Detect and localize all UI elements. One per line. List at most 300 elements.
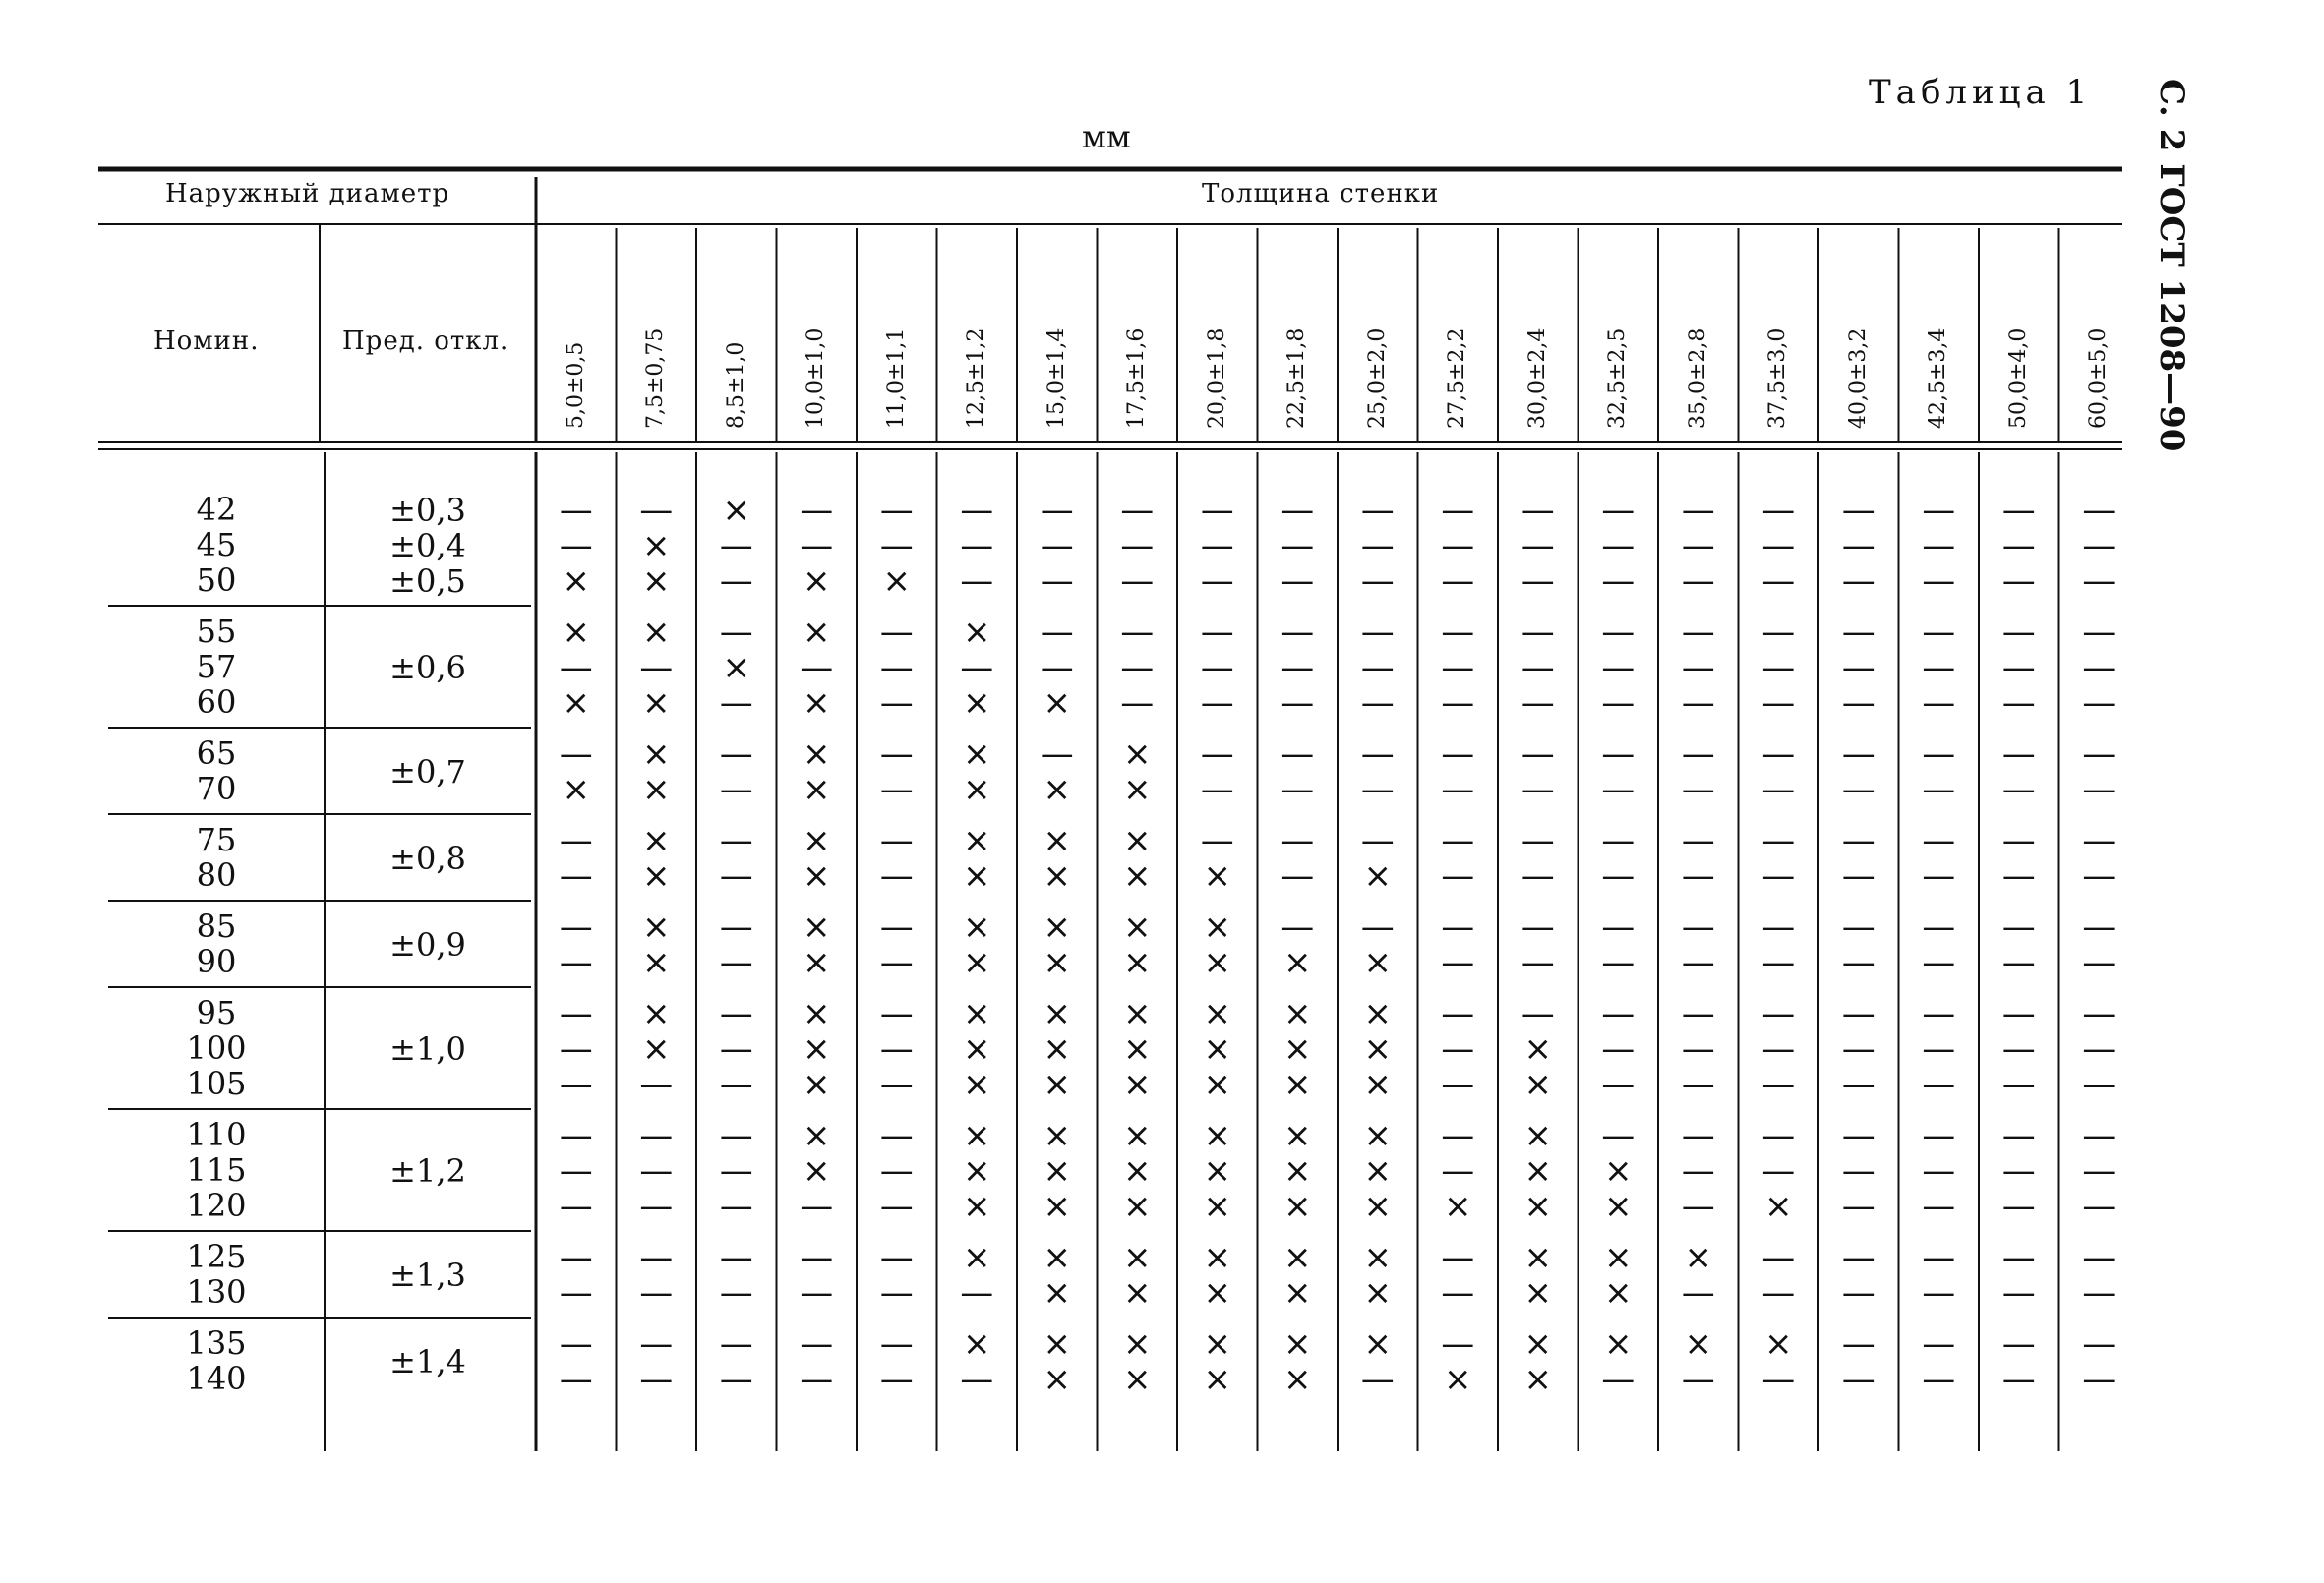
cell-mark-absent: — (639, 491, 674, 530)
cell-mark-absent: — (1441, 491, 1475, 530)
cell-mark-absent: — (1441, 1151, 1475, 1191)
cell-mark-absent: — (1441, 1273, 1475, 1313)
cell-mark-absent: — (879, 1324, 914, 1364)
cell-mark-absent: — (1681, 1065, 1715, 1104)
cell-mark-absent: — (2001, 1273, 2036, 1313)
cell-mark-absent: — (719, 1238, 753, 1277)
cell-mark-present: × (642, 856, 671, 896)
cell-mark-absent: — (1281, 648, 1315, 687)
diameter-value: 50 (196, 561, 237, 599)
cell-mark-absent: — (1441, 1029, 1475, 1069)
cell-mark-absent: — (2001, 821, 2036, 860)
cell-mark-absent: — (1761, 1151, 1796, 1191)
cell-mark-present: × (722, 648, 750, 687)
cell-mark-absent: — (1520, 770, 1555, 809)
cell-mark-absent: — (2082, 1151, 2116, 1191)
cell-mark-absent: — (1360, 561, 1395, 601)
cell-mark-absent: — (879, 526, 914, 565)
cell-mark-absent: — (1120, 561, 1155, 601)
cell-mark-absent: — (879, 856, 914, 896)
cell-mark-absent: — (719, 1065, 753, 1104)
cell-mark-absent: — (800, 491, 834, 530)
cell-mark-absent: — (1040, 734, 1074, 774)
cell-mark-absent: — (879, 648, 914, 687)
cell-mark-absent: — (1360, 613, 1395, 652)
cell-mark-present: × (1043, 1238, 1071, 1277)
cell-mark-absent: — (1281, 613, 1315, 652)
cell-mark-absent: — (1922, 1360, 1956, 1399)
cell-mark-absent: — (1441, 943, 1475, 982)
cell-mark-present: × (1043, 1116, 1071, 1155)
cell-mark-absent: — (1681, 648, 1715, 687)
cell-mark-absent: — (1601, 943, 1636, 982)
cell-mark-absent: — (1922, 613, 1956, 652)
wall-thickness-header: 60,0±5,0 (2086, 327, 2112, 429)
cell-mark-present: × (1203, 994, 1231, 1033)
cell-mark-absent: — (559, 856, 593, 896)
cell-mark-absent: — (879, 1273, 914, 1313)
cell-mark-absent: — (879, 613, 914, 652)
cell-mark-present: × (1043, 1065, 1071, 1104)
cell-mark-present: × (562, 613, 590, 652)
diameter-value: 105 (186, 1065, 247, 1102)
cell-mark-absent: — (1120, 683, 1155, 723)
cell-mark-present: × (803, 1116, 831, 1155)
cell-mark-present: × (562, 770, 590, 809)
cell-mark-absent: — (1520, 994, 1555, 1033)
cell-mark-absent: — (2082, 1324, 2116, 1364)
cell-mark-present: × (1043, 908, 1071, 947)
cell-mark-absent: — (1360, 821, 1395, 860)
cell-mark-absent: — (800, 1324, 834, 1364)
cell-mark-absent: — (879, 1360, 914, 1399)
cell-mark-present: × (1283, 1360, 1312, 1399)
cell-mark-absent: — (1681, 561, 1715, 601)
cell-mark-absent: — (1441, 613, 1475, 652)
cell-mark-absent: — (800, 1360, 834, 1399)
cell-mark-absent: — (1922, 1238, 1956, 1277)
cell-mark-present: × (1283, 1151, 1312, 1191)
cell-mark-present: × (642, 943, 671, 982)
cell-mark-present: × (642, 994, 671, 1033)
cell-mark-present: × (803, 943, 831, 982)
cell-mark-absent: — (1200, 734, 1234, 774)
cell-mark-absent: — (1922, 856, 1956, 896)
cell-mark-present: × (1043, 856, 1071, 896)
cell-mark-absent: — (1681, 1029, 1715, 1069)
cell-mark-present: × (1444, 1360, 1472, 1399)
cell-mark-present: × (1123, 1273, 1152, 1313)
cell-mark-absent: — (1922, 561, 1956, 601)
cell-mark-absent: — (1761, 1360, 1796, 1399)
cell-mark-present: × (1523, 1238, 1552, 1277)
tolerance-value: ±0,8 (389, 840, 466, 877)
cell-mark-absent: — (1040, 526, 1074, 565)
cell-mark-present: × (803, 1151, 831, 1191)
cell-mark-absent: — (2082, 943, 2116, 982)
cell-mark-absent: — (800, 1238, 834, 1277)
cell-mark-present: × (963, 943, 991, 982)
cell-mark-absent: — (2001, 1116, 2036, 1155)
tolerance-value: ±0,9 (389, 926, 466, 964)
cell-mark-present: × (1604, 1238, 1633, 1277)
cell-mark-absent: — (2082, 648, 2116, 687)
cell-mark-absent: — (1441, 648, 1475, 687)
cell-mark-absent: — (2001, 1151, 2036, 1191)
cell-mark-absent: — (1761, 856, 1796, 896)
cell-mark-absent: — (960, 526, 994, 565)
cell-mark-absent: — (2082, 994, 2116, 1033)
cell-mark-absent: — (1601, 1116, 1636, 1155)
cell-mark-absent: — (559, 1116, 593, 1155)
cell-mark-absent: — (1441, 821, 1475, 860)
wall-thickness-header: 42,5±3,4 (1926, 327, 1951, 429)
cell-mark-present: × (1123, 943, 1152, 982)
cell-mark-absent: — (1841, 683, 1876, 723)
cell-mark-present: × (1043, 821, 1071, 860)
cell-mark-absent: — (1601, 491, 1636, 530)
cell-mark-absent: — (2082, 1116, 2116, 1155)
cell-mark-absent: — (1922, 908, 1956, 947)
cell-mark-absent: — (639, 1065, 674, 1104)
cell-mark-absent: — (2001, 1187, 2036, 1226)
cell-mark-absent: — (1761, 1273, 1796, 1313)
wall-thickness-header: 32,5±2,5 (1605, 327, 1631, 429)
cell-mark-absent: — (559, 1029, 593, 1069)
cell-mark-absent: — (2082, 1065, 2116, 1104)
cell-mark-present: × (963, 1029, 991, 1069)
cell-mark-present: × (1283, 1065, 1312, 1104)
cell-mark-absent: — (1360, 683, 1395, 723)
cell-mark-absent: — (1520, 648, 1555, 687)
diameter-value: 135 (186, 1324, 247, 1362)
wall-thickness-header: 50,0±4,0 (2005, 327, 2031, 429)
cell-mark-absent: — (1681, 943, 1715, 982)
cell-mark-present: × (1363, 856, 1392, 896)
cell-mark-absent: — (719, 683, 753, 723)
cell-mark-absent: — (719, 943, 753, 982)
cell-mark-absent: — (1841, 1151, 1876, 1191)
cell-mark-present: × (1604, 1324, 1633, 1364)
cell-mark-absent: — (1922, 1116, 1956, 1155)
cell-mark-absent: — (1922, 683, 1956, 723)
cell-mark-absent: — (1761, 1116, 1796, 1155)
cell-mark-absent: — (1441, 526, 1475, 565)
cell-mark-absent: — (639, 1273, 674, 1313)
tolerance-value: ±0,3 (389, 492, 466, 529)
cell-mark-absent: — (1520, 683, 1555, 723)
cell-mark-absent: — (1601, 908, 1636, 947)
cell-mark-present: × (963, 821, 991, 860)
cell-mark-absent: — (2082, 1187, 2116, 1226)
cell-mark-present: × (1123, 908, 1152, 947)
cell-mark-absent: — (559, 648, 593, 687)
tolerance-value: ±0,6 (389, 649, 466, 686)
cell-mark-absent: — (719, 1324, 753, 1364)
cell-mark-absent: — (639, 1360, 674, 1399)
cell-mark-absent: — (559, 526, 593, 565)
cell-mark-present: × (562, 683, 590, 723)
cell-mark-present: × (1123, 1065, 1152, 1104)
cell-mark-present: × (1363, 1065, 1392, 1104)
cell-mark-absent: — (1040, 561, 1074, 601)
cell-mark-absent: — (2082, 526, 2116, 565)
cell-mark-absent: — (1360, 526, 1395, 565)
cell-mark-absent: — (1841, 908, 1876, 947)
diameter-value: 75 (196, 821, 237, 858)
cell-mark-absent: — (639, 1116, 674, 1155)
cell-mark-absent: — (2082, 734, 2116, 774)
units-label: мм (1082, 118, 1131, 155)
cell-mark-absent: — (1441, 770, 1475, 809)
cell-mark-absent: — (1601, 821, 1636, 860)
cell-mark-absent: — (639, 648, 674, 687)
cell-mark-present: × (1523, 1151, 1552, 1191)
cell-mark-present: × (803, 734, 831, 774)
diameter-value: 42 (196, 491, 237, 528)
cell-mark-absent: — (1841, 734, 1876, 774)
cell-mark-absent: — (1360, 908, 1395, 947)
cell-mark-absent: — (1200, 491, 1234, 530)
cell-mark-absent: — (1922, 526, 1956, 565)
cell-mark-present: × (562, 561, 590, 601)
cell-mark-absent: — (2001, 1065, 2036, 1104)
cell-mark-present: × (803, 561, 831, 601)
diameter-value: 125 (186, 1238, 247, 1275)
cell-mark-present: × (1123, 994, 1152, 1033)
cell-mark-absent: — (1681, 821, 1715, 860)
cell-mark-absent: — (1200, 683, 1234, 723)
cell-mark-absent: — (559, 1273, 593, 1313)
cell-mark-absent: — (1601, 856, 1636, 896)
cell-mark-absent: — (1200, 821, 1234, 860)
cell-mark-absent: — (1601, 613, 1636, 652)
cell-mark-absent: — (1761, 1065, 1796, 1104)
cell-mark-present: × (1123, 1116, 1152, 1155)
cell-mark-absent: — (1681, 613, 1715, 652)
cell-mark-present: × (1363, 1116, 1392, 1155)
cell-mark-absent: — (879, 1065, 914, 1104)
cell-mark-present: × (1043, 1324, 1071, 1364)
cell-mark-absent: — (1761, 908, 1796, 947)
cell-mark-absent: — (719, 1116, 753, 1155)
cell-mark-present: × (642, 683, 671, 723)
cell-mark-absent: — (1441, 1238, 1475, 1277)
cell-mark-absent: — (1120, 648, 1155, 687)
cell-mark-absent: — (879, 770, 914, 809)
cell-mark-absent: — (2082, 770, 2116, 809)
cell-mark-absent: — (1520, 943, 1555, 982)
cell-mark-present: × (1123, 1360, 1152, 1399)
cell-mark-present: × (642, 561, 671, 601)
cell-mark-present: × (1684, 1324, 1712, 1364)
cell-mark-present: × (1123, 821, 1152, 860)
tolerance-value: ±0,4 (389, 527, 466, 564)
cell-mark-present: × (1203, 1029, 1231, 1069)
cell-mark-absent: — (1922, 821, 1956, 860)
cell-mark-present: × (963, 613, 991, 652)
cell-mark-absent: — (719, 561, 753, 601)
cell-mark-absent: — (1360, 734, 1395, 774)
cell-mark-absent: — (2001, 994, 2036, 1033)
cell-mark-absent: — (559, 943, 593, 982)
cell-mark-present: × (963, 1065, 991, 1104)
cell-mark-absent: — (1922, 491, 1956, 530)
cell-mark-absent: — (800, 1187, 834, 1226)
cell-mark-absent: — (1520, 491, 1555, 530)
cell-mark-absent: — (2082, 1238, 2116, 1277)
cell-mark-absent: — (2001, 613, 2036, 652)
cell-mark-present: × (1604, 1187, 1633, 1226)
cell-mark-present: × (1363, 1273, 1392, 1313)
wall-thickness-header: 15,0±1,4 (1043, 327, 1069, 429)
cell-mark-absent: — (1922, 994, 1956, 1033)
cell-mark-present: × (1043, 770, 1071, 809)
wall-thickness-header: 12,5±1,2 (964, 327, 989, 429)
cell-mark-absent: — (559, 1065, 593, 1104)
cell-mark-absent: — (2001, 1029, 2036, 1069)
cell-mark-absent: — (1200, 770, 1234, 809)
cell-mark-present: × (1523, 1029, 1552, 1069)
cell-mark-present: × (1363, 1029, 1392, 1069)
cell-mark-present: × (1523, 1324, 1552, 1364)
wall-thickness-header: 8,5±1,0 (723, 341, 748, 429)
cell-mark-absent: — (1281, 908, 1315, 947)
diameter-value: 120 (186, 1187, 247, 1224)
header-outer-diameter: Наружный диаметр (165, 179, 450, 208)
cell-mark-absent: — (1681, 908, 1715, 947)
cell-mark-absent: — (2001, 491, 2036, 530)
cell-mark-absent: — (1681, 856, 1715, 896)
cell-mark-absent: — (1281, 856, 1315, 896)
cell-mark-absent: — (1841, 821, 1876, 860)
cell-mark-present: × (1203, 908, 1231, 947)
cell-mark-present: × (803, 683, 831, 723)
cell-mark-absent: — (2001, 734, 2036, 774)
cell-mark-absent: — (1601, 683, 1636, 723)
cell-mark-absent: — (1922, 1187, 1956, 1226)
cell-mark-absent: — (1761, 994, 1796, 1033)
tolerance-value: ±1,2 (389, 1152, 466, 1190)
cell-mark-absent: — (1761, 561, 1796, 601)
header-tolerance: Пред. откл. (342, 326, 509, 356)
cell-mark-present: × (1043, 683, 1071, 723)
cell-mark-absent: — (559, 821, 593, 860)
cell-mark-present: × (1043, 994, 1071, 1033)
cell-mark-present: × (803, 856, 831, 896)
cell-mark-absent: — (879, 683, 914, 723)
cell-mark-absent: — (1841, 1065, 1876, 1104)
cell-mark-absent: — (1761, 683, 1796, 723)
cell-mark-present: × (1684, 1238, 1712, 1277)
cell-mark-present: × (803, 770, 831, 809)
cell-mark-absent: — (879, 1029, 914, 1069)
cell-mark-absent: — (1601, 994, 1636, 1033)
cell-mark-absent: — (639, 1238, 674, 1277)
cell-mark-absent: — (2082, 908, 2116, 947)
cell-mark-present: × (642, 526, 671, 565)
cell-mark-absent: — (2082, 821, 2116, 860)
cell-mark-absent: — (2082, 1029, 2116, 1069)
cell-mark-absent: — (719, 770, 753, 809)
wall-thickness-header: 20,0±1,8 (1204, 327, 1229, 429)
wall-thickness-header: 7,5±0,75 (643, 327, 669, 429)
cell-mark-absent: — (2082, 613, 2116, 652)
cell-mark-absent: — (1922, 1151, 1956, 1191)
tolerance-value: ±0,7 (389, 753, 466, 791)
cell-mark-absent: — (960, 648, 994, 687)
cell-mark-present: × (1523, 1273, 1552, 1313)
cell-mark-absent: — (1841, 1360, 1876, 1399)
cell-mark-present: × (963, 994, 991, 1033)
cell-mark-present: × (1283, 1116, 1312, 1155)
cell-mark-absent: — (1441, 561, 1475, 601)
cell-mark-present: × (1283, 1273, 1312, 1313)
tolerance-value: ±1,4 (389, 1343, 466, 1380)
cell-mark-present: × (1043, 1029, 1071, 1069)
cell-mark-present: × (1203, 1273, 1231, 1313)
wall-thickness-header: 5,0±0,5 (563, 341, 588, 429)
cell-mark-absent: — (719, 994, 753, 1033)
cell-mark-absent: — (1601, 526, 1636, 565)
cell-mark-present: × (1523, 1187, 1552, 1226)
cell-mark-absent: — (1281, 683, 1315, 723)
cell-mark-absent: — (2001, 648, 2036, 687)
diameter-value: 70 (196, 770, 237, 807)
cell-mark-absent: — (1922, 1065, 1956, 1104)
cell-mark-absent: — (1200, 526, 1234, 565)
cell-mark-absent: — (1681, 770, 1715, 809)
cell-mark-absent: — (1761, 526, 1796, 565)
diameter-value: 95 (196, 994, 237, 1031)
cell-mark-present: × (1283, 1029, 1312, 1069)
cell-mark-present: × (642, 770, 671, 809)
cell-mark-present: × (1123, 1324, 1152, 1364)
cell-mark-absent: — (960, 561, 994, 601)
cell-mark-absent: — (1681, 491, 1715, 530)
cell-mark-absent: — (1761, 1029, 1796, 1069)
cell-mark-present: × (1283, 1324, 1312, 1364)
cell-mark-absent: — (559, 734, 593, 774)
cell-mark-absent: — (2001, 770, 2036, 809)
cell-mark-absent: — (1281, 561, 1315, 601)
cell-mark-absent: — (2082, 561, 2116, 601)
wall-thickness-header: 30,0±2,4 (1524, 327, 1550, 429)
cell-mark-present: × (1043, 943, 1071, 982)
cell-mark-absent: — (1441, 994, 1475, 1033)
cell-mark-absent: — (2001, 856, 2036, 896)
cell-mark-present: × (1363, 994, 1392, 1033)
cell-mark-present: × (1203, 1116, 1231, 1155)
diameter-value: 90 (196, 943, 237, 980)
cell-mark-absent: — (1520, 613, 1555, 652)
cell-mark-absent: — (1360, 648, 1395, 687)
cell-mark-absent: — (879, 1151, 914, 1191)
cell-mark-present: × (1043, 1187, 1071, 1226)
cell-mark-absent: — (639, 1151, 674, 1191)
cell-mark-absent: — (1601, 734, 1636, 774)
diameter-value: 57 (196, 648, 237, 685)
cell-mark-absent: — (800, 648, 834, 687)
cell-mark-present: × (963, 1238, 991, 1277)
cell-mark-present: × (642, 613, 671, 652)
cell-mark-absent: — (719, 613, 753, 652)
cell-mark-absent: — (879, 1116, 914, 1155)
header-nominal: Номин. (153, 326, 260, 356)
cell-mark-absent: — (960, 491, 994, 530)
cell-mark-absent: — (800, 1273, 834, 1313)
cell-mark-absent: — (719, 1151, 753, 1191)
